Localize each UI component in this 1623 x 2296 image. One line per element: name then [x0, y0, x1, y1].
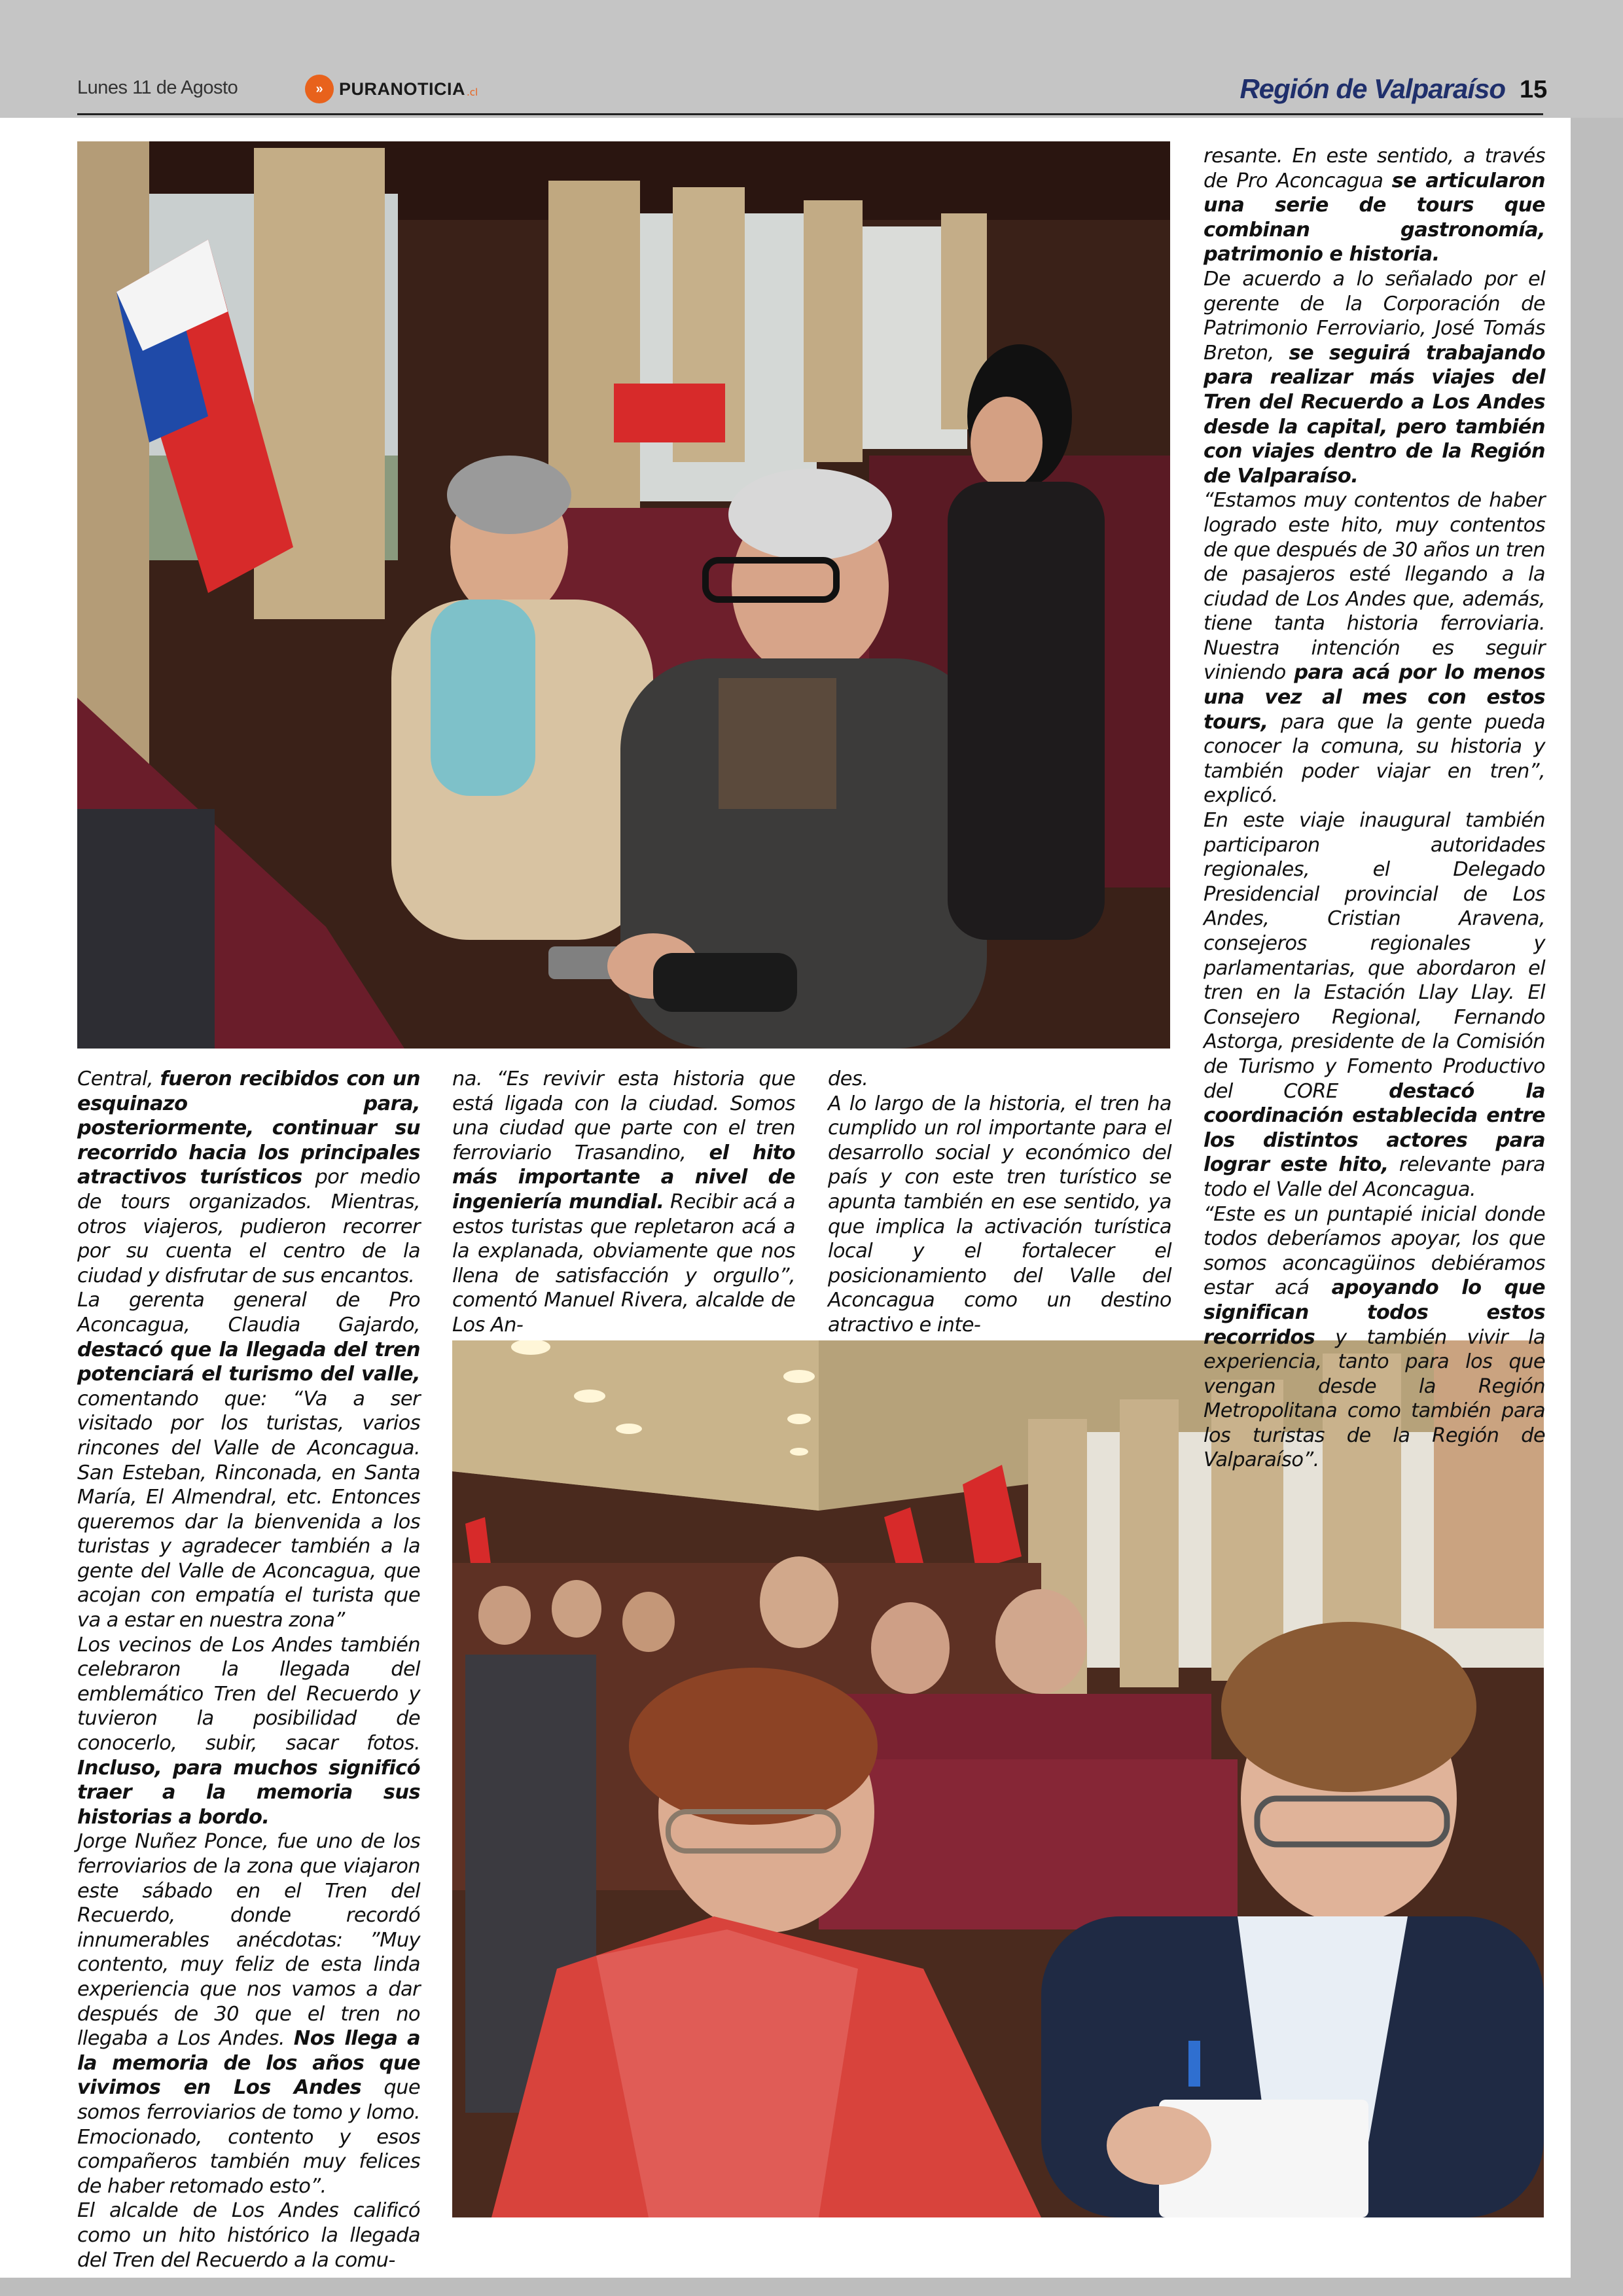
article-highlight: para acá por lo menos una vez al mes con estos tours,: [1204, 661, 1545, 734]
article-text: “Este es un puntapié inicial donde todos deberíamos apoyar, los que somos aconcagüinos debiéramos estar acá: [1204, 1202, 1545, 1300]
logo-suffix: .cl: [467, 86, 478, 98]
article-text: De acuerdo a lo señalado por el gerente de la Corporación de Patrimonio Ferroviario, José Tomás Breton,: [1204, 267, 1545, 365]
article-text: resante. En este sentido, a través de Pro Aconcagua: [1204, 145, 1545, 192]
article-text: que somos ferroviarios de tomo y lomo. Emocionado, contento y esos compañeros también muy felices de haber retomado esto”.: [77, 2076, 420, 2198]
photo-top-image: [77, 141, 1170, 1049]
article-highlight: el hito más importante a nivel de ingeniería mundial.: [452, 1141, 796, 1213]
article-paragraph: [1204, 267, 1545, 488]
article-text: na. “Es revivir esta historia que está ligada con la ciudad. Somos una ciudad que parte con el tren ferroviario Trasandino,: [452, 1067, 795, 1164]
section-title: Región de Valparaíso: [1240, 73, 1505, 104]
page-number: 15: [1520, 76, 1548, 103]
logo-text: PURANOTICIA: [339, 79, 465, 99]
article-paragraph: [828, 1067, 1171, 1092]
article-paragraph: [77, 1288, 420, 1632]
issue-date: Lunes 11 de Agosto: [77, 77, 238, 98]
logo-arrows-icon: »: [305, 75, 334, 103]
article-highlight: destacó la coordinación establecida entre los distintos actores para lograr este hito,: [1204, 1079, 1546, 1177]
article-text: Jorge Nuñez Ponce, fue uno de los ferroviarios de la zona que viajaron este sábado en el Tren del Recuerdo, donde recordó innumerables anécdotas: ”Muy contento, muy feliz de esta linda experiencia que nos vamos a dar después de 30 que el tren no llegaba a Los Andes.: [77, 1830, 420, 2051]
article-text: Central,: [77, 1067, 160, 1090]
article-paragraph: [77, 2198, 420, 2272]
article-text: Recibir acá a estos turistas que repletaron acá a la explanada, obviamente que nos llena de satisfacción y orgullo”, comentó Manuel Rivera, alcalde de Los An-: [452, 1190, 795, 1336]
article-text: En este viaje inaugural también participaron autoridades regionales, el Delegado Presidencial provincial de Los Andes, Cristian Aravena, consejeros regionales y parlamentarias, que abordaron el tren en la Estación Llay Llay. El Consejero Regional, Fernando Astorga, presidente de la Comisión de Turismo y Fomento Productivo del CORE: [1204, 809, 1545, 1103]
article-text: El alcalde de Los Andes calificó como un hito histórico la llegada del Tren del Recuerdo a la comu-: [77, 2199, 420, 2272]
photo-train-interior-couple: [77, 141, 1170, 1049]
article-paragraph: [452, 1067, 795, 1338]
article-text: por medio de tours organizados. Mientras, otros viajeros, pudieron recorrer por su cuenta el centro de la ciudad y disfrutar de sus encantos.: [77, 1166, 421, 1287]
article-highlight: destacó que la llegada del tren potenciará el turismo del valle,: [77, 1338, 420, 1386]
article-paragraph: [1204, 144, 1545, 267]
article-text: des.: [828, 1067, 868, 1090]
article-highlight: se articularon una serie de tours que combinan gastronomía, patrimonio e historia.: [1204, 169, 1545, 266]
article-column-1: [77, 1067, 420, 2272]
article-paragraph: [828, 1092, 1171, 1338]
page-header: [0, 0, 1623, 118]
article-paragraph: [1204, 488, 1545, 808]
article-text: para que la gente pueda conocer la comuna, su historia y también poder viajar en tren”, explicó.: [1204, 710, 1545, 808]
article-highlight: Nos llega a la memoria de los años que vivimos en Los Andes: [77, 2027, 420, 2100]
article-column-3: [828, 1067, 1171, 1338]
article-paragraph: [77, 1067, 420, 1288]
article-column-2: [452, 1067, 795, 1338]
article-text: La gerenta general de Pro Aconcagua, Claudia Gajardo,: [77, 1289, 420, 1336]
puranoticia-logo: [305, 75, 478, 103]
article-text: Los vecinos de Los Andes también celebraron la llegada del emblemático Tren del Recuerdo y tuvieron la posibilidad de conocerlo, subir, sacar fotos.: [77, 1633, 420, 1755]
article-paragraph: [77, 1633, 420, 1830]
article-column-right: [1204, 144, 1545, 1473]
article-text: relevante para todo el Valle del Aconcagua.: [1204, 1153, 1545, 1201]
article-text: A lo largo de la historia, el tren ha cumplido un rol importante para el desarrollo social y económico del país y con este tren turístico se apunta también en ese sentido, ya que implica la activación turística local y el fortalecer el posicionamiento del Valle del Aconcagua como un destino atractivo e inte-: [828, 1092, 1171, 1336]
header-divider: [77, 113, 1543, 115]
article-highlight: fueron recibidos con un esquinazo para, posteriormente, continuar su recorrido hacia los principales atractivos turísticos: [77, 1067, 420, 1189]
article-text: comentando que: “Va a ser visitado por los turistas, varios rincones del Valle de Aconcagua. San Esteban, Rinconada, en Santa María, El Almendral, etc. Entonces queremos dar la bienvenida a los turistas y agradecer también a la gente del Valle de Aconcagua, que acojan con empatía el turista que va a estar en nuestra zona”: [77, 1387, 420, 1632]
article-text: “Estamos muy contentos de haber logrado este hito, muy contentos de que después de 30 años un tren de pasajeros esté llegando a la ciudad de Los Andes que, además, tiene tanta historia ferroviaria. Nuestra intención es seguir viniendo: [1204, 489, 1545, 685]
article-highlight: Incluso, para muchos significó traer a la memoria sus historias a bordo.: [77, 1756, 420, 1829]
article-text: y también vivir la experiencia, tanto para los que vengan desde la Región Metropolitana como también para los turistas de la Región de Valparaíso”.: [1204, 1325, 1545, 1472]
article-paragraph: [1204, 1202, 1545, 1473]
article-paragraph: [77, 1829, 420, 2198]
article-highlight: apoyando lo que significan todos estos recorridos: [1204, 1276, 1545, 1349]
article-highlight: se seguirá trabajando para realizar más viajes del Tren del Recuerdo a Los Andes desde la capital, pero también con viajes dentro de la Región de Valparaíso.: [1204, 341, 1545, 488]
article-paragraph: [1204, 808, 1545, 1202]
